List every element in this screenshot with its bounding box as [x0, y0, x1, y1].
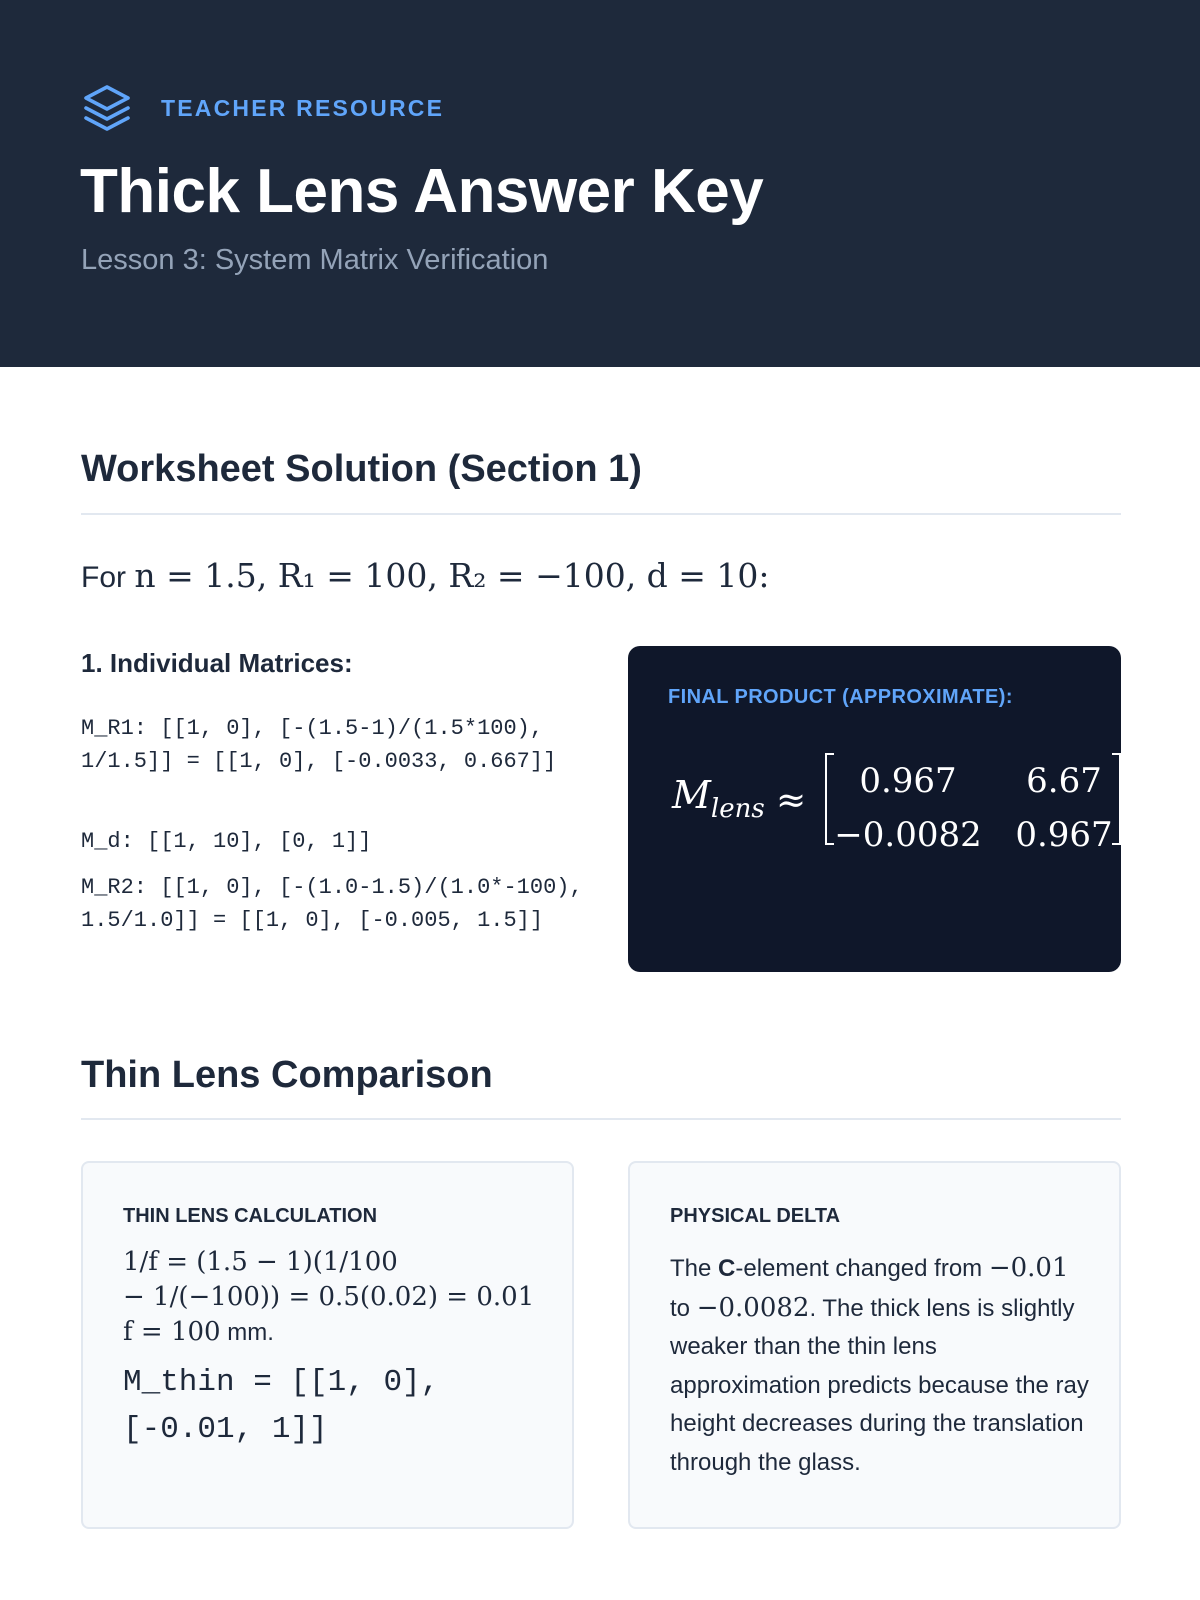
calc-line-2: − 1/(−100)) = 0.5(0.02) = 0.01 [123, 1282, 535, 1312]
final-product-label: FINAL PRODUCT (APPROXIMATE): [668, 686, 1013, 708]
section-divider [81, 513, 1121, 515]
delta-value-thick: −0.0082 [696, 1292, 810, 1323]
final-matrix [628, 646, 1121, 972]
svg-text:Mlens [671, 773, 765, 824]
section-title-thin-lens: Thin Lens Comparison [81, 1054, 493, 1096]
layers-icon [81, 82, 133, 134]
section-title-worksheet: Worksheet Solution (Section 1) [81, 448, 642, 490]
section-divider [81, 1118, 1121, 1120]
delta-text-part: to [670, 1294, 697, 1322]
matrix-cell-a: 0.967 [859, 761, 957, 801]
eyebrow-row [81, 80, 444, 136]
page-header [0, 0, 1200, 367]
page-subtitle: Lesson 3: System Matrix Verification [81, 244, 549, 276]
given-values [81, 556, 770, 595]
matrix-r2: M_R2: [[1, 0], [-(1.0-1.5)/(1.0*-100), 1.5/1.0]] = [[1, 0], [-0.005, 1.5]] [81, 875, 583, 933]
final-product-card [628, 646, 1121, 972]
focal-length-value: f = 100 [123, 1317, 221, 1347]
eyebrow-label: TEACHER RESOURCE [161, 94, 445, 121]
right-bracket [1112, 754, 1120, 844]
delta-text-bold: C [718, 1255, 736, 1282]
delta-text-part: -element changed from [735, 1255, 989, 1282]
matrix-d: M_d: [[1, 10], [0, 1]] [81, 829, 372, 854]
thin-lens-matrix: M_thin = [[1, 0], [-0.01, 1]] [123, 1365, 440, 1447]
matrix-cell-b: 6.67 [1026, 761, 1102, 801]
given-prefix: For [81, 561, 126, 594]
physical-delta-text [670, 1249, 1090, 1482]
calc-line-3 [123, 1315, 534, 1350]
delta-text-part: The [670, 1255, 719, 1282]
thin-lens-calculation [123, 1245, 534, 1350]
delta-text-part: . The thick lens is slightly weaker than the thin lens approximation predicts because the ray height decreases during the translation through the glass. [670, 1294, 1089, 1476]
matrix-cell-d: 0.967 [1015, 815, 1113, 855]
page-title: Thick Lens Answer Key [80, 157, 764, 226]
thin-lens-card [81, 1161, 574, 1529]
matrix-symbol: M [672, 773, 711, 817]
matrix-cell-c: −0.0082 [834, 815, 982, 855]
approx-sign: ≈ [776, 780, 807, 821]
matrix-r1: M_R1: [[1, 0], [-(1.5-1)/(1.5*100), 1/1.5]] = [[1, 0], [-0.0033, 0.667]] [81, 716, 557, 774]
matrix-subscript: lens [710, 794, 765, 824]
thin-lens-label: THIN LENS CALCULATION [123, 1205, 378, 1227]
delta-value-thin: −0.01 [988, 1253, 1069, 1283]
focal-length-unit: mm. [220, 1319, 274, 1346]
given-math: n = 1.5, R₁ = 100, R₂ = −100, d = 10: [134, 556, 770, 595]
physical-delta-card [628, 1161, 1121, 1529]
calc-line-1: 1/f = (1.5 − 1)(1/100 [123, 1247, 398, 1277]
left-bracket [826, 754, 834, 844]
matrices-heading: 1. Individual Matrices: [81, 648, 353, 678]
physical-delta-label: PHYSICAL DELTA [670, 1205, 841, 1227]
